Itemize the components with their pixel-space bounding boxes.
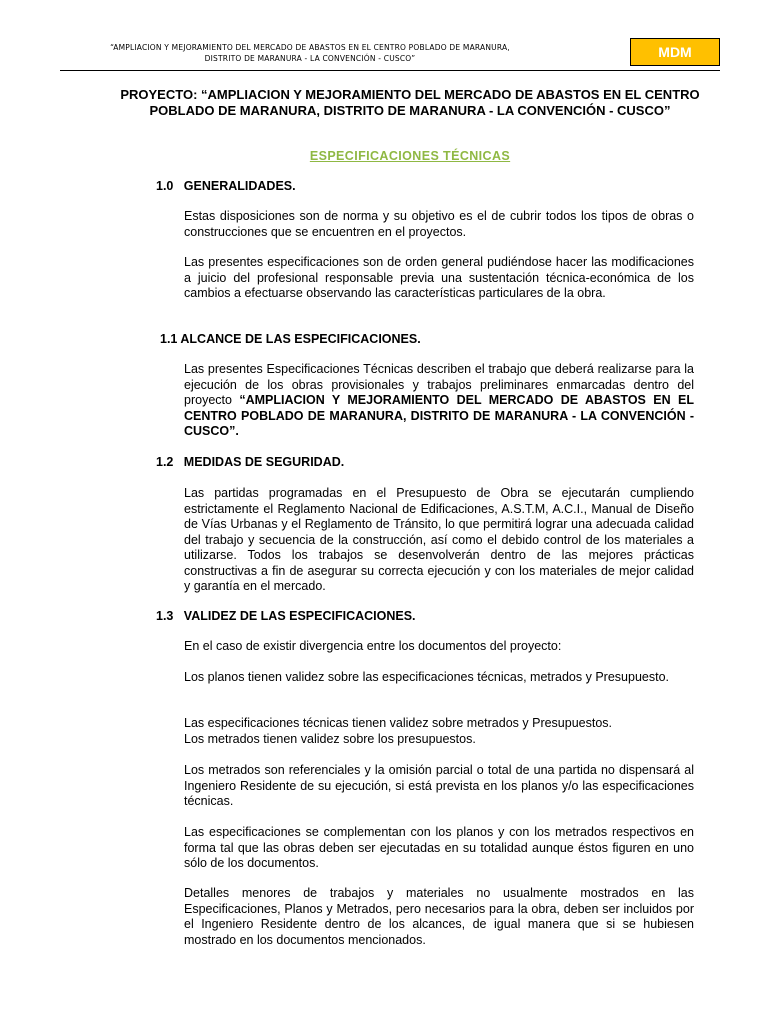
section-1-2-paragraph-1: Las partidas programadas en el Presupuesto de Obra se ejecutarán cumpliendo estrictamente el Reglamento Nacional de Edificaciones, A.S.T.M, A.C.I., Manual de Diseño de Vías Urbanas y el Reglamento de Tránsito, lo que permitirá lograr una adecuada calidad del trabajo y secuencia de la construcción, así como el debido control de los materiales a utilizarse. Todos los trabajos se desenvolverán dentro de las mejores prácticas constructivas a fin de asegurar su correcta ejecución y con los materiales de mejor calidad y garantía en el mercado. [184,486,694,593]
header-title-line-1: “AMPLIACION Y MEJORAMIENTO DEL MERCADO DE ABASTOS EN EL CENTRO POBLADO DE MARANURA, [110,43,510,52]
section-1-0-paragraph-1: Estas disposiciones son de norma y su objetivo es el de cubrir todos los tipos de obras o construcciones que se encuentren en el proyectos. [184,209,694,239]
section-1-1-text: Las presentes Especificaciones Técnicas describen el trabajo que deberá realizarse para la ejecución de los obras provisionales y trabajos preliminares enmarcadas dentro del proyecto [184,362,694,407]
section-1-1-heading: 1.1 ALCANCE DE LAS ESPECIFICACIONES. [160,332,421,346]
section-1-3-paragraph-2: Los planos tienen validez sobre las especificaciones técnicas, metrados y Presupuesto. [184,670,669,684]
section-1-3-paragraph-3 [184,716,694,747]
section-1-3-paragraph-1: En el caso de existir divergencia entre los documentos del proyecto: [184,639,562,653]
header-title-line-2: DISTRITO DE MARANURA - LA CONVENCIÓN - CUSCO” [204,54,416,63]
section-1-1-paragraph-1 [184,362,694,440]
page-header-title [70,42,550,64]
section-1-3-paragraph-3-line-1: Las especificaciones técnicas tienen validez sobre metrados y Presupuestos. [184,716,613,730]
section-1-3-paragraph-3-line-2: Los metrados tienen validez sobre los presupuestos. [184,731,476,746]
header-divider [60,70,720,71]
section-1-0-paragraph-2: Las presentes especificaciones son de orden general pudiéndose hacer las modificaciones a juicio del profesional responsable previa una sustentación técnica-económica de los cambios a efectuarse observando las características particulares de la obra. [184,255,694,300]
section-1-1-project-name: “AMPLIACION Y MEJORAMIENTO DEL MERCADO DE ABASTOS EN EL CENTRO POBLADO DE MARANURA, DISTRITO DE MARANURA - LA CONVENCIÓN - CUSCO”. [184,393,694,438]
project-title: PROYECTO: “AMPLIACION Y MEJORAMIENTO DEL MERCADO DE ABASTOS EN EL CENTRO POBLADO DE MARANURA, DISTRITO DE MARANURA - LA CONVENCIÓN - CUSCO” [120,87,700,118]
section-1-2-heading: 1.2 MEDIDAS DE SEGURIDAD. [156,455,345,469]
section-1-3-paragraph-4: Los metrados son referenciales y la omisión parcial o total de una partida no dispensará al Ingeniero Residente de su ejecución, si está prevista en los planos y/o las especificaciones técnicas. [184,763,694,808]
section-1-0-heading: 1.0 GENERALIDADES. [156,179,296,193]
mdm-badge: MDM [630,38,720,66]
specifications-title: ESPECIFICACIONES TÉCNICAS [309,149,511,163]
section-1-3-heading: 1.3 VALIDEZ DE LAS ESPECIFICACIONES. [156,609,416,623]
section-1-3-paragraph-6: Detalles menores de trabajos y materiales no usualmente mostrados en las Especificaciones, Planos y Metrados, pero necesarios para la obra, deben ser incluidos por el Ingeniero Residente dentro de los alcances, de igual manera que si se hubiesen mostrado en los documentos mencionados. [184,886,694,947]
section-1-3-paragraph-5: Las especificaciones se complementan con los planos y con los metrados respectivos en forma tal que las obras deben ser ejecutadas en su totalidad aunque éstos figuren en uno sólo de los documentos. [184,825,694,870]
